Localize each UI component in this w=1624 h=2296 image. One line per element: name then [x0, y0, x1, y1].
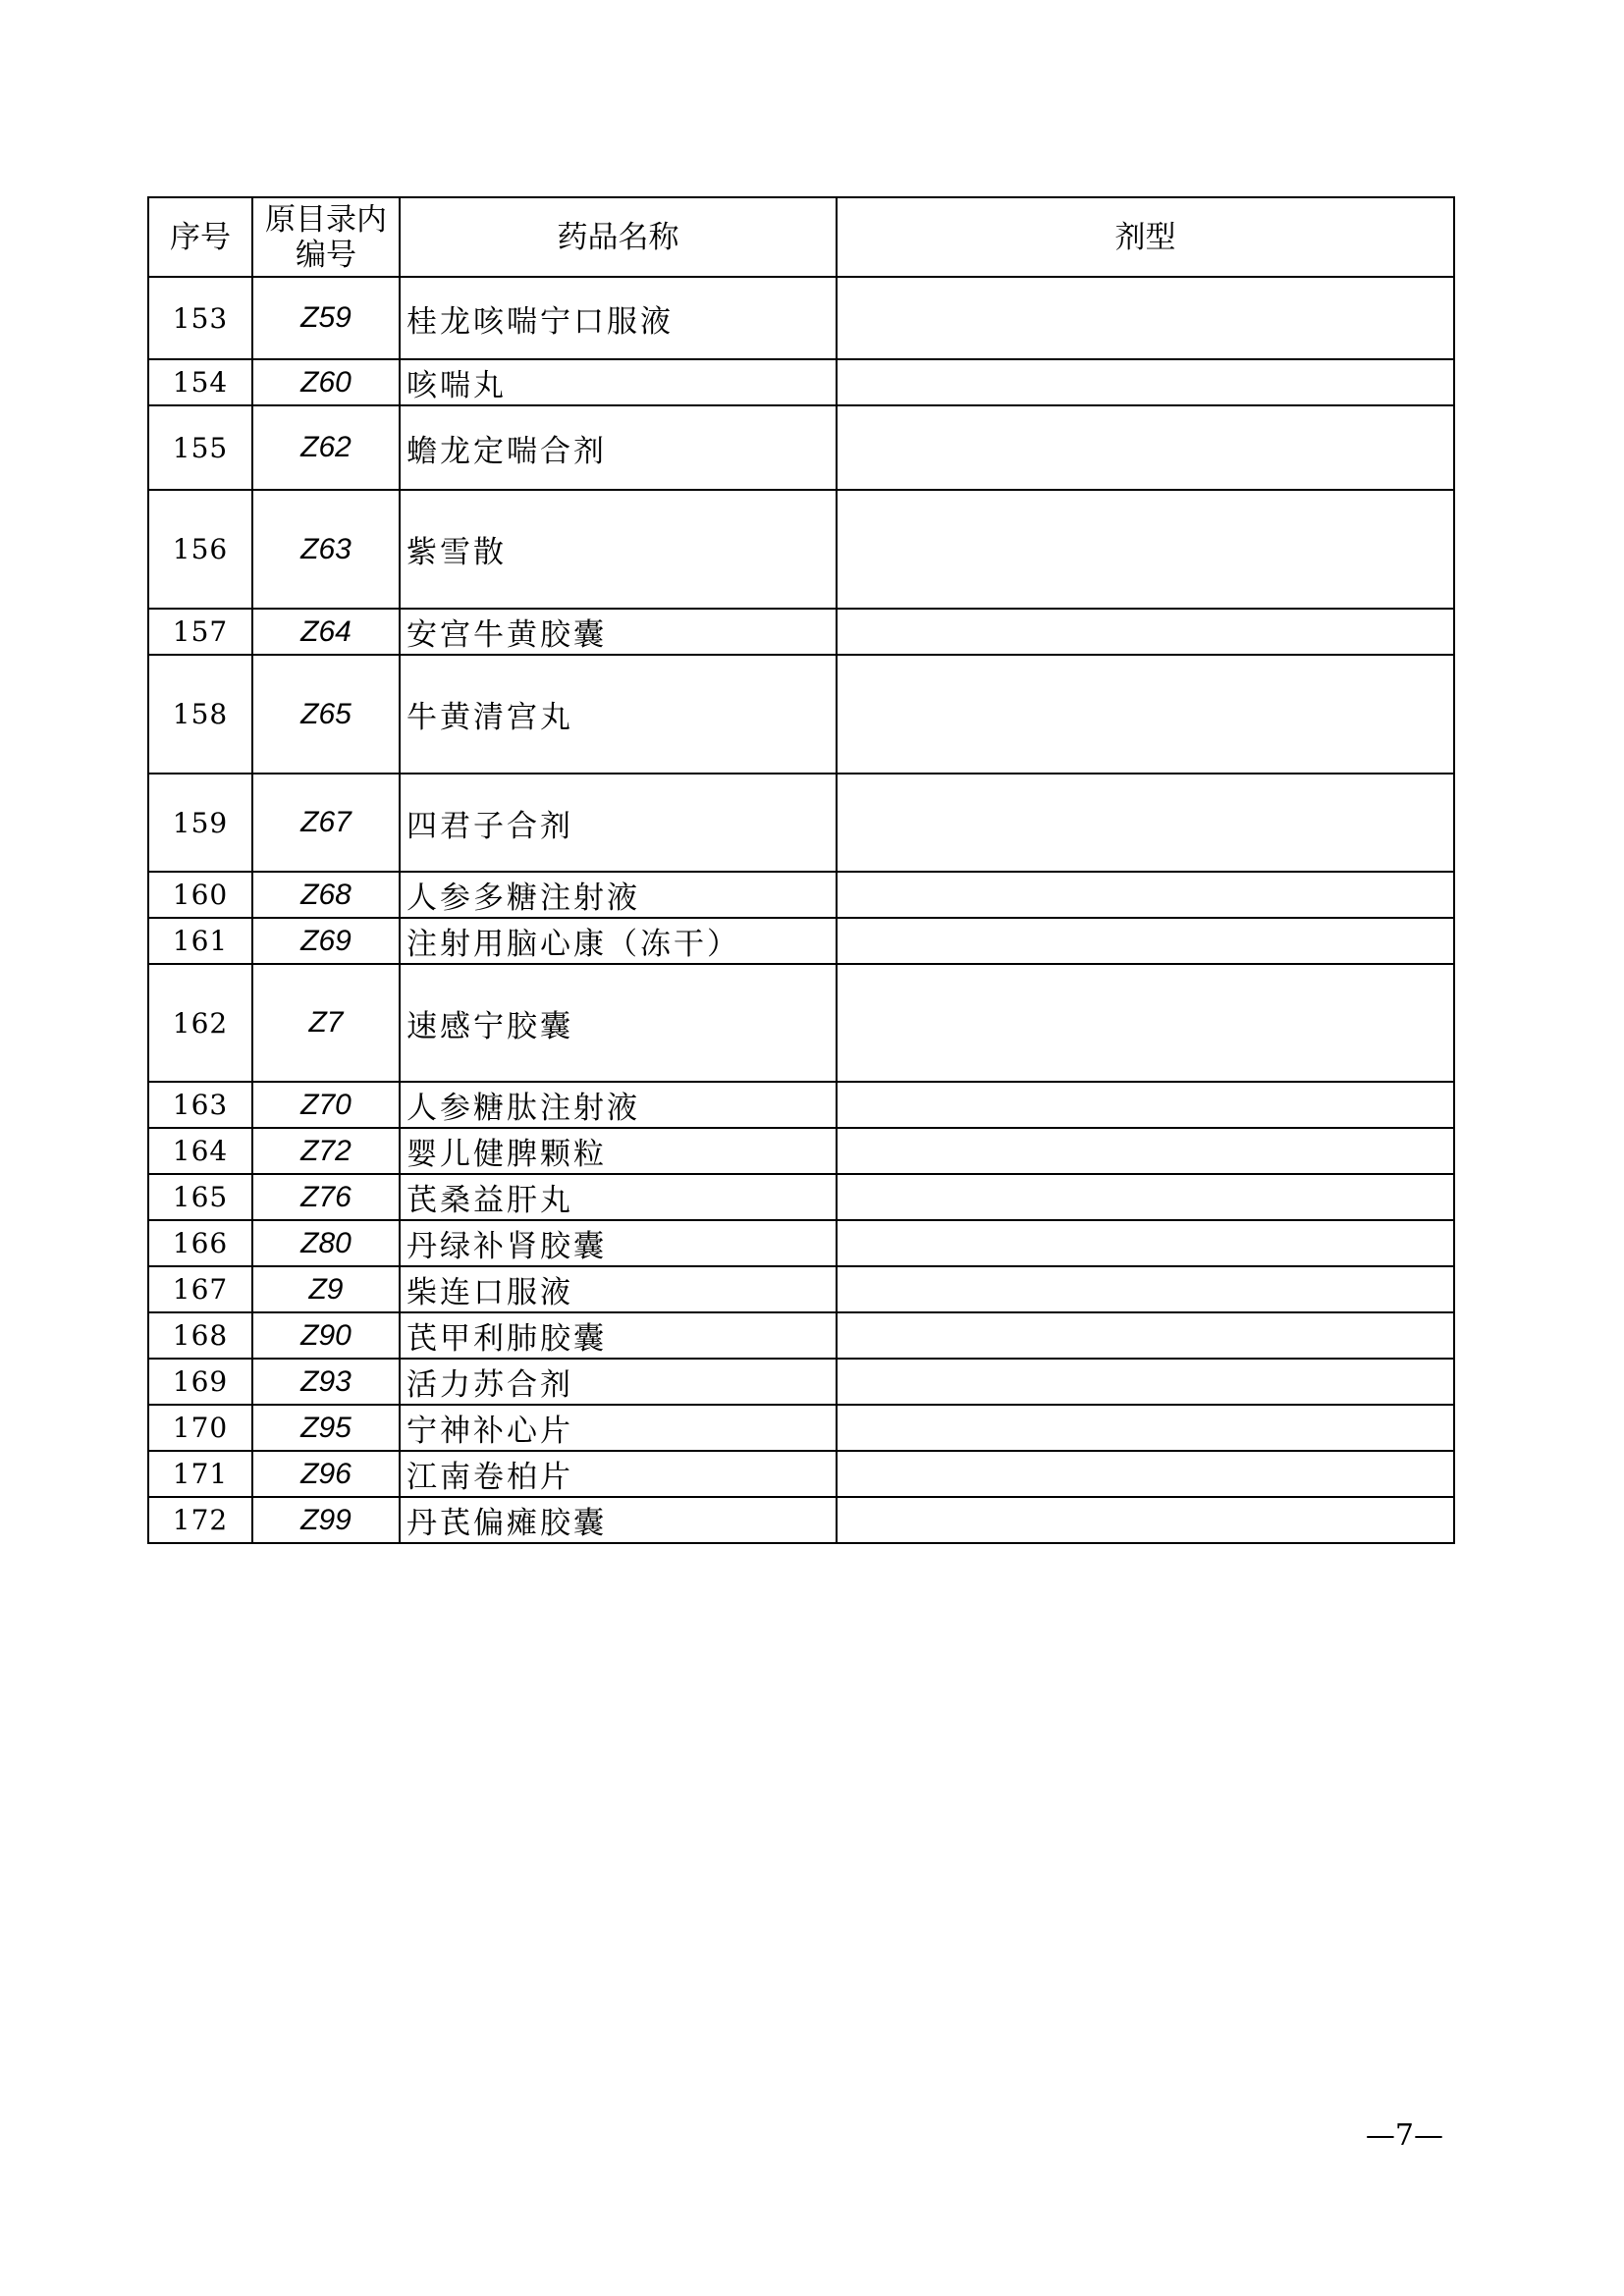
row-code: Z68: [252, 872, 400, 918]
row-drug-name: 四君子合剂: [400, 774, 837, 872]
row-code: Z60: [252, 359, 400, 405]
table-row: [148, 964, 1454, 1082]
table-row: [148, 1497, 1454, 1543]
row-code: Z69: [252, 918, 400, 964]
row-drug-name: 宁神补心片: [400, 1405, 837, 1451]
row-seq: 155: [148, 405, 252, 490]
table-row: [148, 405, 1454, 490]
row-dosage-form: [837, 964, 1454, 1082]
row-dosage-form: [837, 1128, 1454, 1174]
row-drug-name: 芪甲利肺胶囊: [400, 1312, 837, 1359]
row-dosage-form: [837, 490, 1454, 609]
row-dosage-form: [837, 1497, 1454, 1543]
row-drug-name: 速感宁胶囊: [400, 964, 837, 1082]
row-dosage-form: [837, 1359, 1454, 1405]
row-seq: 161: [148, 918, 252, 964]
row-drug-name: 咳喘丸: [400, 359, 837, 405]
row-code: Z96: [252, 1451, 400, 1497]
row-code: Z64: [252, 609, 400, 655]
row-drug-name: 安宫牛黄胶囊: [400, 609, 837, 655]
row-seq: 162: [148, 964, 252, 1082]
table-row: [148, 609, 1454, 655]
row-seq: 172: [148, 1497, 252, 1543]
row-dosage-form: [837, 405, 1454, 490]
table-row: [148, 1266, 1454, 1312]
table-row: [148, 1220, 1454, 1266]
table-row: [148, 1359, 1454, 1405]
row-dosage-form: [837, 655, 1454, 774]
header-dosage-form: 剂型: [837, 197, 1454, 277]
row-seq: 171: [148, 1451, 252, 1497]
row-dosage-form: [837, 872, 1454, 918]
row-drug-name: 人参多糖注射液: [400, 872, 837, 918]
row-drug-name: 芪桑益肝丸: [400, 1174, 837, 1220]
row-drug-name: 牛黄清宫丸: [400, 655, 837, 774]
row-drug-name: 注射用脑心康（冻干）: [400, 918, 837, 964]
row-dosage-form: [837, 1451, 1454, 1497]
row-code: Z62: [252, 405, 400, 490]
row-code: Z59: [252, 277, 400, 359]
row-dosage-form: [837, 774, 1454, 872]
row-dosage-form: [837, 609, 1454, 655]
table-row: [148, 277, 1454, 359]
header-drug-name: 药品名称: [400, 197, 837, 277]
row-code: Z72: [252, 1128, 400, 1174]
row-code: Z93: [252, 1359, 400, 1405]
row-code: Z65: [252, 655, 400, 774]
row-seq: 160: [148, 872, 252, 918]
table-row: [148, 774, 1454, 872]
row-seq: 156: [148, 490, 252, 609]
row-seq: 153: [148, 277, 252, 359]
row-dosage-form: [837, 1266, 1454, 1312]
row-code: Z90: [252, 1312, 400, 1359]
row-code: Z7: [252, 964, 400, 1082]
table-row: [148, 1451, 1454, 1497]
table-row: [148, 1174, 1454, 1220]
row-seq: 170: [148, 1405, 252, 1451]
table-row: [148, 872, 1454, 918]
row-code: Z70: [252, 1082, 400, 1128]
row-dosage-form: [837, 1220, 1454, 1266]
table-header-row: [148, 197, 1454, 277]
table-row: [148, 1128, 1454, 1174]
row-seq: 164: [148, 1128, 252, 1174]
row-seq: 158: [148, 655, 252, 774]
row-seq: 169: [148, 1359, 252, 1405]
table-row: [148, 1405, 1454, 1451]
row-drug-name: 丹芪偏瘫胶囊: [400, 1497, 837, 1543]
row-drug-name: 桂龙咳喘宁口服液: [400, 277, 837, 359]
row-dosage-form: [837, 1082, 1454, 1128]
row-dosage-form: [837, 359, 1454, 405]
table-row: [148, 490, 1454, 609]
row-dosage-form: [837, 277, 1454, 359]
row-drug-name: 婴儿健脾颗粒: [400, 1128, 837, 1174]
row-code: Z67: [252, 774, 400, 872]
row-code: Z95: [252, 1405, 400, 1451]
row-drug-name: 人参糖肽注射液: [400, 1082, 837, 1128]
row-dosage-form: [837, 1405, 1454, 1451]
row-drug-name: 江南卷柏片: [400, 1451, 837, 1497]
row-seq: 163: [148, 1082, 252, 1128]
row-seq: 154: [148, 359, 252, 405]
row-dosage-form: [837, 1312, 1454, 1359]
header-original-code: 原目录内编号: [252, 197, 400, 277]
table-body: [148, 277, 1454, 1543]
row-seq: 157: [148, 609, 252, 655]
table-row: [148, 359, 1454, 405]
row-seq: 159: [148, 774, 252, 872]
table-row: [148, 1082, 1454, 1128]
row-seq: 167: [148, 1266, 252, 1312]
row-drug-name: 丹绿补肾胶囊: [400, 1220, 837, 1266]
row-drug-name: 蟾龙定喘合剂: [400, 405, 837, 490]
row-code: Z63: [252, 490, 400, 609]
row-seq: 165: [148, 1174, 252, 1220]
row-drug-name: 柴连口服液: [400, 1266, 837, 1312]
table-row: [148, 1312, 1454, 1359]
drug-list-table: [147, 196, 1455, 1544]
row-code: Z99: [252, 1497, 400, 1543]
row-code: Z76: [252, 1174, 400, 1220]
row-dosage-form: [837, 1174, 1454, 1220]
table-row: [148, 918, 1454, 964]
row-code: Z80: [252, 1220, 400, 1266]
row-drug-name: 活力苏合剂: [400, 1359, 837, 1405]
page-number: —7—: [1365, 2118, 1443, 2153]
row-seq: 168: [148, 1312, 252, 1359]
row-code: Z9: [252, 1266, 400, 1312]
row-seq: 166: [148, 1220, 252, 1266]
row-dosage-form: [837, 918, 1454, 964]
table-row: [148, 655, 1454, 774]
row-drug-name: 紫雪散: [400, 490, 837, 609]
header-seq: 序号: [148, 197, 252, 277]
